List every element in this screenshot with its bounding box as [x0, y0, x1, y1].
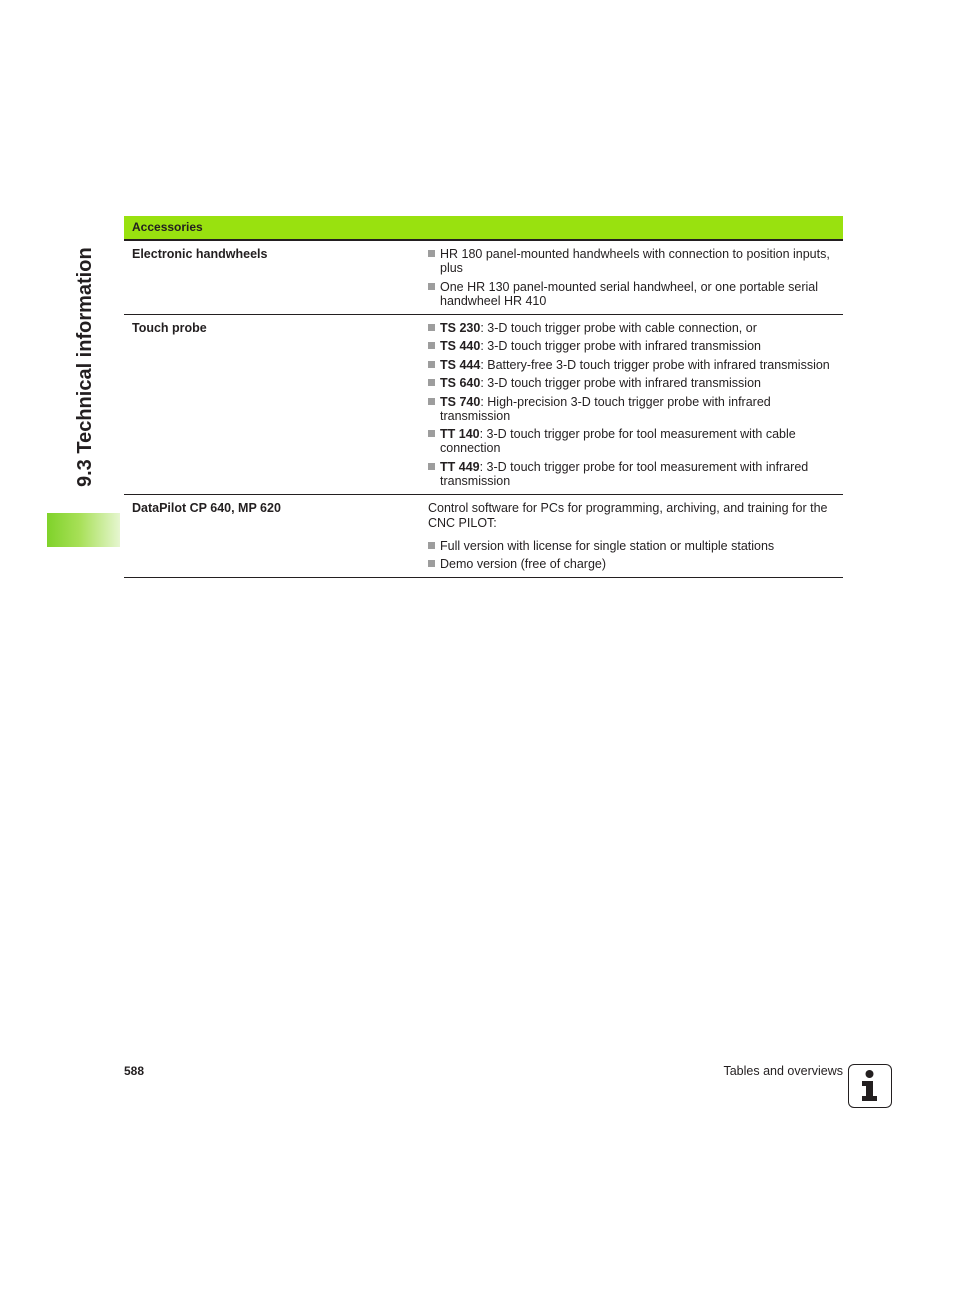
- bullet-square-icon: [428, 542, 435, 549]
- section-title-vertical: 9.3 Technical information: [74, 247, 96, 487]
- info-glyph: [849, 1065, 890, 1106]
- page-number: 588: [124, 1064, 145, 1078]
- list-item: TT 140: 3-D touch trigger probe for tool measurement with cable connection: [428, 427, 839, 455]
- row-content: [428, 241, 843, 314]
- table-row: [124, 495, 843, 579]
- list-item: HR 180 panel-mounted handwheels with connection to position inputs, plus: [428, 247, 839, 275]
- table-row: [124, 241, 843, 315]
- bullet-square-icon: [428, 283, 435, 290]
- row-content: [428, 495, 843, 578]
- row-label: DataPilot CP 640, MP 620: [132, 500, 281, 515]
- bullet-square-icon: [428, 250, 435, 257]
- row-content: [428, 315, 843, 494]
- bullet-square-icon: [428, 398, 435, 405]
- bullet-square-icon: [428, 379, 435, 386]
- footer-section-title: Tables and overviews: [723, 1064, 843, 1078]
- row-intro-text: Control software for PCs for programming, archiving, and training for the CNC PILOT:: [428, 500, 828, 530]
- list-item: Full version with license for single station or multiple stations: [428, 539, 839, 553]
- list-item: One HR 130 panel-mounted serial handwheel, or one portable serial handwheel HR 410: [428, 280, 839, 308]
- table-header: Accessories: [124, 216, 843, 241]
- bullet-square-icon: [428, 463, 435, 470]
- list-item: TS 444: Battery-free 3-D touch trigger probe with infrared transmission: [428, 358, 839, 372]
- list-item: Demo version (free of charge): [428, 557, 839, 571]
- list-item: TS 640: 3-D touch trigger probe with infrared transmission: [428, 376, 839, 390]
- section-tab-marker: [47, 513, 120, 547]
- table-row: [124, 315, 843, 495]
- list-item: TS 740: High-precision 3-D touch trigger probe with infrared transmission: [428, 395, 839, 423]
- row-label: Touch probe: [132, 320, 207, 335]
- accessories-table: [124, 216, 843, 578]
- info-icon: [848, 1064, 892, 1108]
- bullet-square-icon: [428, 361, 435, 368]
- bullet-square-icon: [428, 324, 435, 331]
- bullet-square-icon: [428, 560, 435, 567]
- bullet-square-icon: [428, 430, 435, 437]
- list-item: TT 449: 3-D touch trigger probe for tool measurement with infrared transmission: [428, 460, 839, 488]
- list-item: TS 230: 3-D touch trigger probe with cable connection, or: [428, 321, 839, 335]
- bullet-square-icon: [428, 342, 435, 349]
- row-label: Electronic handwheels: [132, 247, 268, 261]
- list-item: TS 440: 3-D touch trigger probe with infrared transmission: [428, 339, 839, 353]
